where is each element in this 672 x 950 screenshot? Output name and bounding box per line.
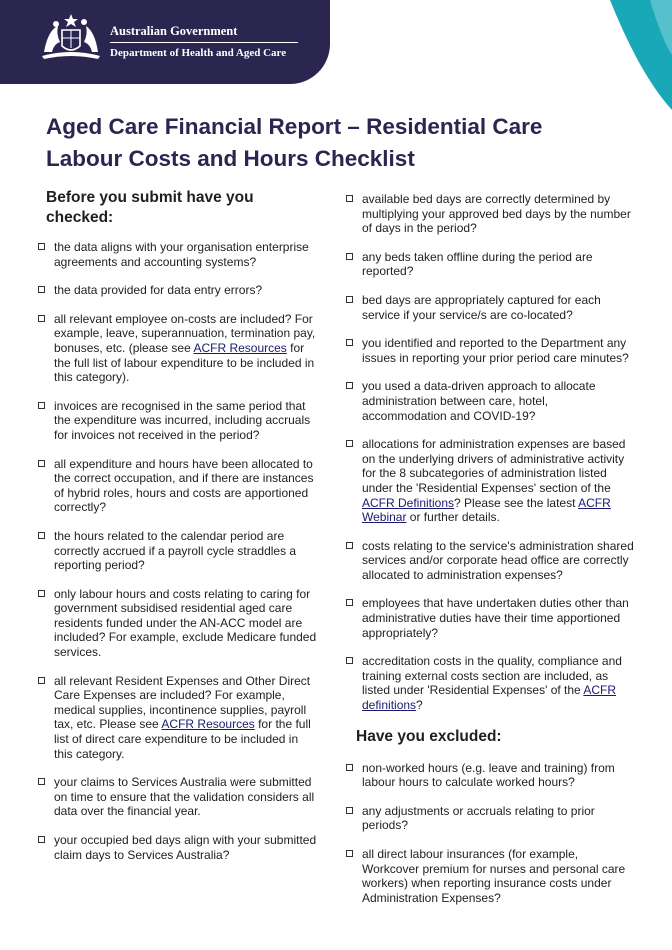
checkbox[interactable] <box>346 599 353 606</box>
checklist-left-column <box>38 188 318 876</box>
checkbox[interactable] <box>38 315 45 322</box>
checkbox[interactable] <box>346 850 353 857</box>
government-banner <box>0 0 330 84</box>
checkbox[interactable] <box>346 253 353 260</box>
checklist-item: all relevant employee on-costs are included? For example, leave, superannuation, termination pay, bonuses, etc. (please see ACFR Resources for the full list of labour expenditure to be included in this category). <box>38 312 318 385</box>
checklist-item: all expenditure and hours have been allocated to the correct occupation, and if there are instances of hybrid roles, hours and costs are apportioned correctly? <box>38 457 318 515</box>
checklist-item: the data aligns with your organisation enterprise agreements and accounting systems? <box>38 240 318 269</box>
checklist-item: invoices are recognised in the same period that the expenditure was incurred, including accruals for invoices not received in the period? <box>38 399 318 443</box>
title-line-2: Labour Costs and Hours Checklist <box>46 146 415 171</box>
checklist-item: you used a data-driven approach to allocate administration between care, hotel, accommodation and COVID-19? <box>346 379 636 423</box>
checkbox[interactable] <box>38 836 45 843</box>
checkbox[interactable] <box>38 460 45 467</box>
checklist-item: non-worked hours (e.g. leave and training) from labour hours to calculate worked hours? <box>346 761 636 790</box>
coat-of-arms-icon <box>38 12 104 64</box>
checkbox[interactable] <box>38 402 45 409</box>
checkbox[interactable] <box>38 778 45 785</box>
acfr-definitions-link[interactable]: ACFR Definitions <box>362 495 455 510</box>
checkbox[interactable] <box>346 195 353 202</box>
checklist-item: the hours related to the calendar period are correctly accrued if a payroll cycle straddles a reporting period? <box>38 529 318 573</box>
checkbox[interactable] <box>38 286 45 293</box>
acfr-webinar-link[interactable]: ACFR Webinar <box>362 495 611 525</box>
checkbox[interactable] <box>346 296 353 303</box>
acfr-resources-link[interactable]: ACFR Resources <box>193 340 287 355</box>
acfr-resources-link[interactable]: ACFR Resources <box>161 717 255 732</box>
checkbox[interactable] <box>346 807 353 814</box>
checkbox[interactable] <box>346 382 353 389</box>
checkbox[interactable] <box>346 764 353 771</box>
checklist-item: all relevant Resident Expenses and Other Direct Care Expenses are included? For example, medical supplies, incontinence supplies, payroll tax, etc. Please see ACFR Resources for the full list of direct care expenditure to be included in this category. <box>38 674 318 762</box>
checklist-right-column <box>346 192 636 919</box>
checkbox[interactable] <box>38 590 45 597</box>
title-line-1: Aged Care Financial Report – Residential Care <box>46 114 543 139</box>
checklist-item: any adjustments or accruals relating to prior periods? <box>346 804 636 833</box>
checklist-item: the data provided for data entry errors? <box>38 283 318 298</box>
checkbox[interactable] <box>38 677 45 684</box>
checkbox[interactable] <box>346 657 353 664</box>
checklist-item: available bed days are correctly determined by multiplying your approved bed days by the number of days in the period? <box>346 192 636 236</box>
checked-heading: Before you submit have you checked: <box>46 189 254 226</box>
checklist-item: allocations for administration expenses are based on the underlying drivers of administrative activity for the 8 subcategories of administration listed under the 'Residential Expenses' section of the ACFR Definitions? Please see the latest ACFR Webinar or further details. <box>346 437 636 525</box>
checklist-item: bed days are appropriately captured for each service if your service/s are co-located? <box>346 293 636 322</box>
department-name: Department of Health and Aged Care <box>110 47 287 59</box>
checklist-item: any beds taken offline during the period are reported? <box>346 250 636 279</box>
checklist-item: employees that have undertaken duties other than administrative duties have their time apportioned appropriately? <box>346 596 636 640</box>
page-title <box>46 111 646 175</box>
checkbox[interactable] <box>346 339 353 346</box>
checklist-item: costs relating to the service's administration shared services and/or corporate head office are correctly allocated to administration expenses? <box>346 539 636 583</box>
checklist-item: only labour hours and costs relating to caring for government subsidised residential aged care residents funded under the AN-ACC model are included? For example, exclude Medicare funded services. <box>38 587 318 660</box>
checkbox[interactable] <box>346 440 353 447</box>
checklist-item: your occupied bed days align with your submitted claim days to Services Australia? <box>38 833 318 862</box>
checkbox[interactable] <box>38 532 45 539</box>
checkbox[interactable] <box>346 542 353 549</box>
acfr-definitions-link[interactable]: ACFR definitions <box>362 683 617 713</box>
excluded-heading: Have you excluded: <box>356 727 502 745</box>
checklist-item: accreditation costs in the quality, compliance and training external costs section are included, as listed under 'Residential Expenses' of the ACFR definitions? <box>346 654 636 712</box>
checklist-item: all direct labour insurances (for example, Workcover premium for nurses and personal care workers) when reporting insurance costs under Administration Expenses? <box>346 847 636 905</box>
checklist-item: your claims to Services Australia were submitted on time to ensure that the validation considers all data over the financial year. <box>38 775 318 819</box>
checklist-item: you identified and reported to the Department any issues in reporting your prior period care minutes? <box>346 336 636 365</box>
header-divider <box>110 42 298 43</box>
checkbox[interactable] <box>38 243 45 250</box>
government-name: Australian Government <box>110 24 238 38</box>
